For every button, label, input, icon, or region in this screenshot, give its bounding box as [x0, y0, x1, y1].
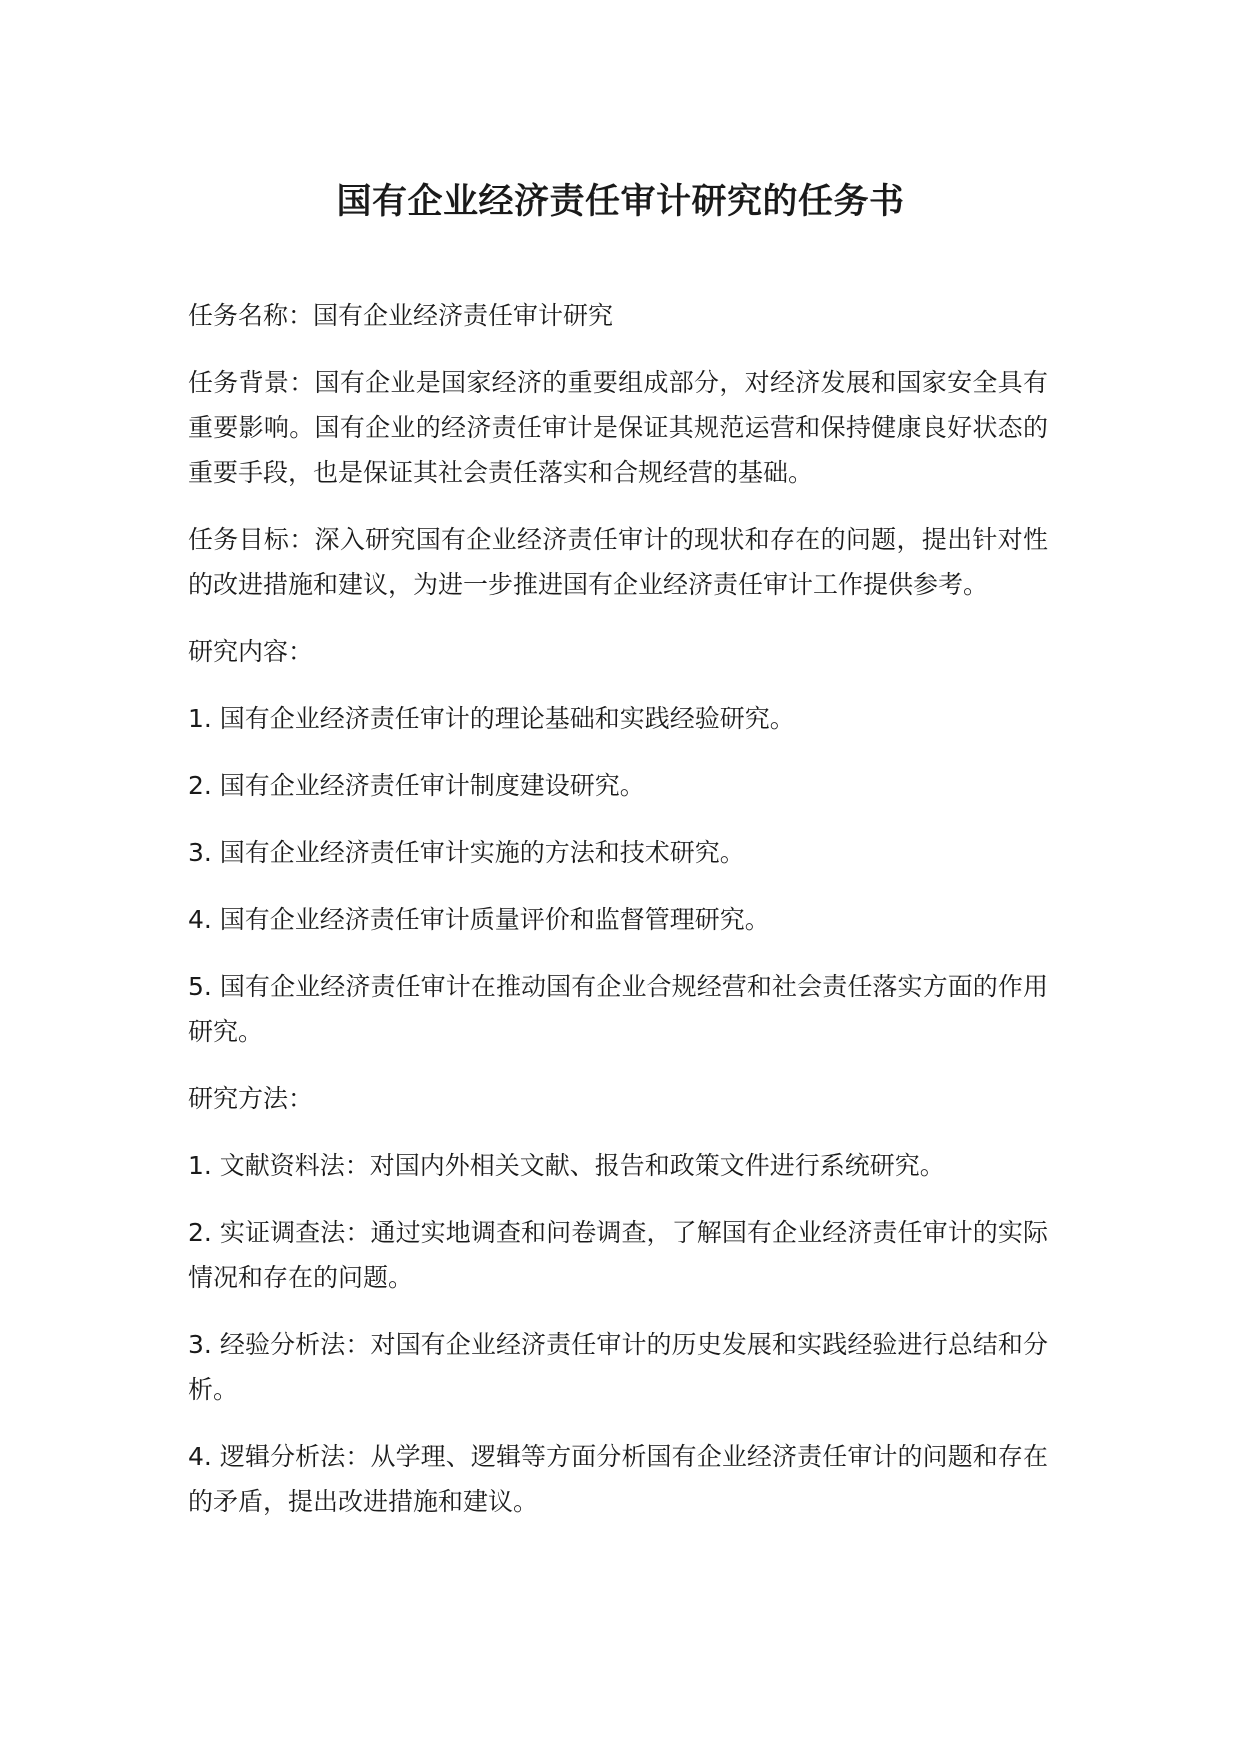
- research-content-item-3: 3. 国有企业经济责任审计实施的方法和技术研究。: [188, 838, 745, 867]
- research-content-item-5: 5. 国有企业经济责任审计在推动国有企业合规经营和社会责任落实方面的作用研究。: [188, 972, 1048, 1046]
- task-goal-paragraph: 任务目标：深入研究国有企业经济责任审计的现状和存在的问题，提出针对性的改进措施和建议，为进一步推进国有企业经济责任审计工作提供参考。: [188, 525, 1048, 599]
- research-content-heading: 研究内容：: [188, 637, 314, 666]
- document-title: 国有企业经济责任审计研究的任务书: [336, 182, 905, 222]
- research-method-item-3: 3. 经验分析法：对国有企业经济责任审计的历史发展和实践经验进行总结和分析。: [188, 1330, 1048, 1404]
- research-content-item-4: 4. 国有企业经济责任审计质量评价和监督管理研究。: [188, 905, 770, 934]
- research-method-heading: 研究方法：: [188, 1084, 314, 1113]
- research-content-item-2: 2. 国有企业经济责任审计制度建设研究。: [188, 771, 645, 800]
- research-method-item-4: 4. 逻辑分析法：从学理、逻辑等方面分析国有企业经济责任审计的问题和存在的矛盾，提出改进措施和建议。: [188, 1442, 1048, 1516]
- task-background-paragraph: 任务背景：国有企业是国家经济的重要组成部分，对经济发展和国家安全具有重要影响。国有企业的经济责任审计是保证其规范运营和保持健康良好状态的重要手段，也是保证其社会责任落实和合规经营的基础。: [188, 368, 1048, 487]
- research-content-item-1: 1. 国有企业经济责任审计的理论基础和实践经验研究。: [188, 704, 795, 733]
- task-name-paragraph: 任务名称：国有企业经济责任审计研究: [188, 301, 614, 330]
- document-body: [188, 293, 1048, 1546]
- research-method-item-2: 2. 实证调查法：通过实地调查和问卷调查，了解国有企业经济责任审计的实际情况和存在的问题。: [188, 1218, 1048, 1292]
- research-method-item-1: 1. 文献资料法：对国内外相关文献、报告和政策文件进行系统研究。: [188, 1151, 945, 1180]
